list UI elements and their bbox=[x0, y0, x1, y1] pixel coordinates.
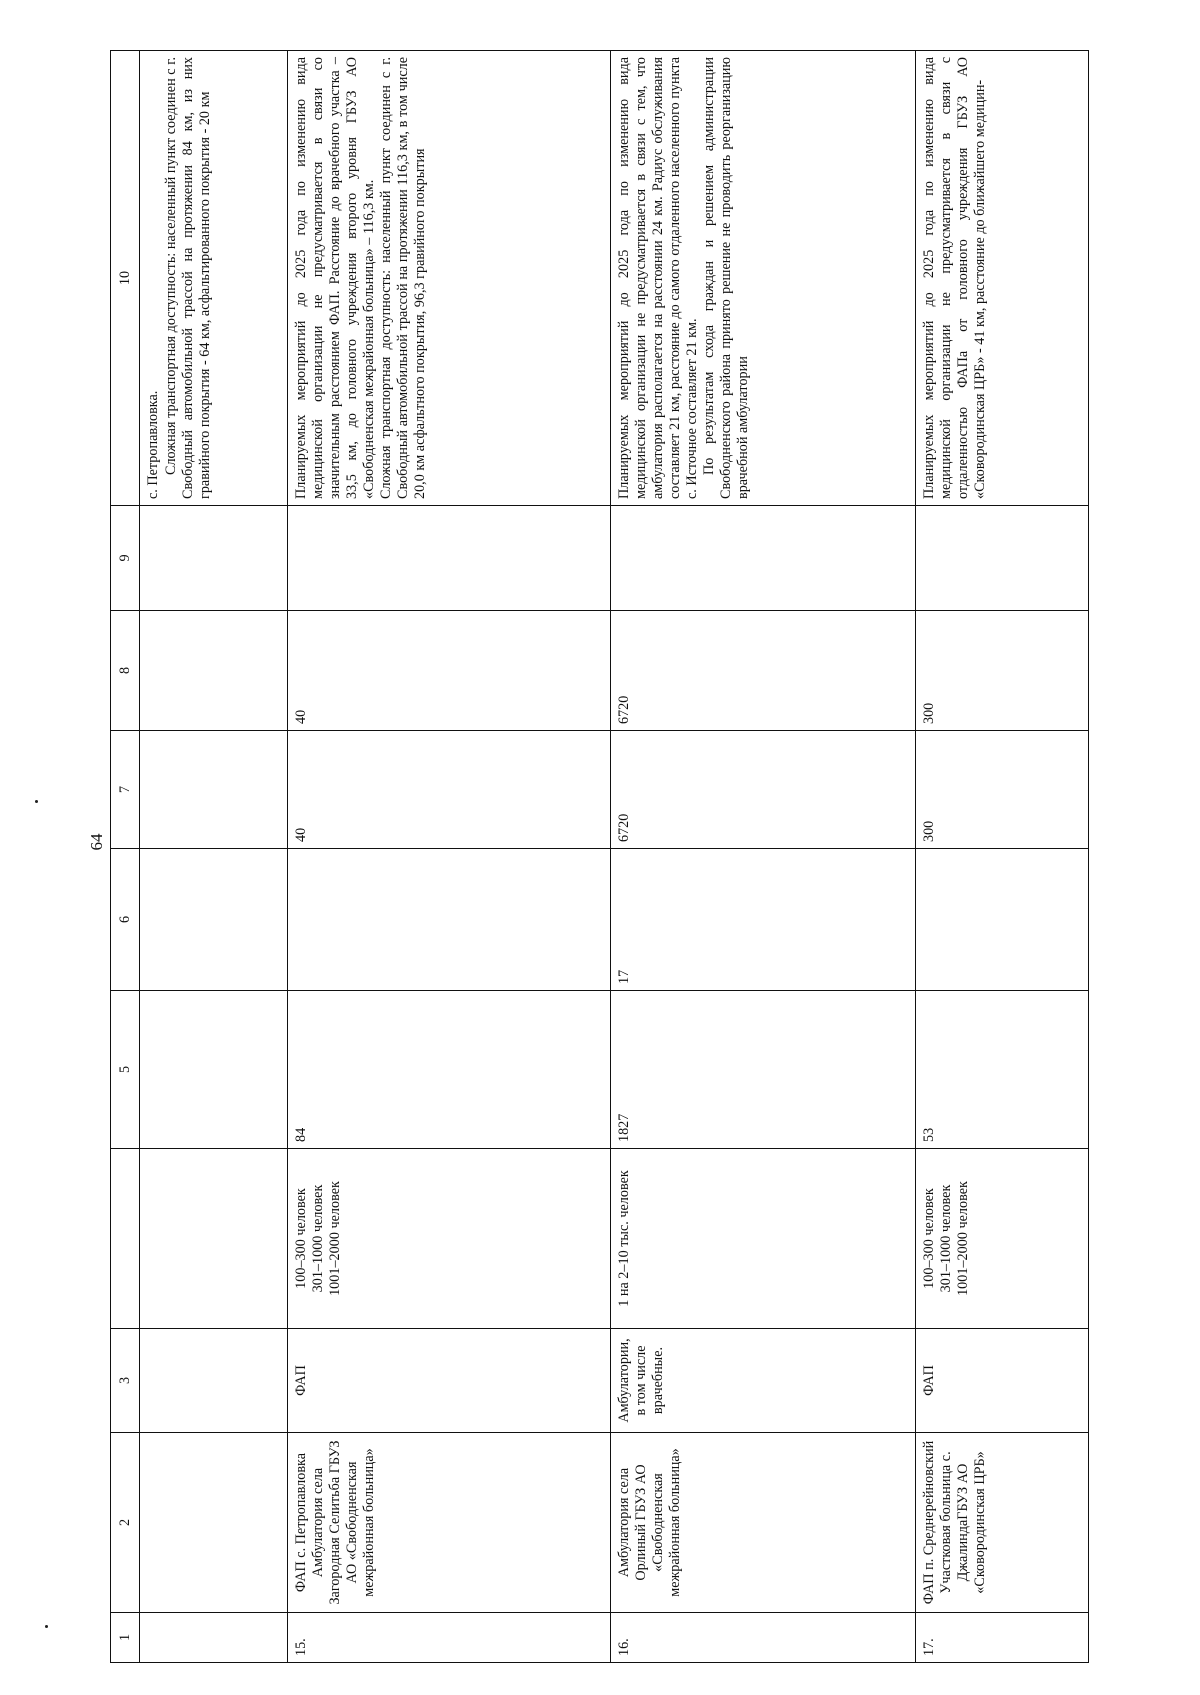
note-paragraph: Сложная транспортная доступность: населенный пункт соединен с г. Свободный автомобильной трассой на протяжении 116,3 км, в том числе 20,0 км асфальтного покрытия, 96,3 гравийного покрытия bbox=[378, 57, 429, 499]
note-cell bbox=[916, 51, 1089, 506]
facility-name: ФАП с. Петропавловка Амбулатория села Загородная Селитьба ГБУЗ АО «Свободненская межрайонная больница» bbox=[287, 1433, 610, 1613]
service-norm bbox=[140, 1149, 287, 1329]
facility-name: ФАП п. Среднерейновский Участковая больница с. ДжалиндаГБУЗ АО «Сковородинская ЦРБ» bbox=[916, 1433, 1089, 1613]
header-cell: 1 bbox=[111, 1613, 140, 1663]
col5-value bbox=[140, 991, 287, 1149]
col8-value bbox=[140, 611, 287, 731]
header-cell: 2 bbox=[111, 1433, 140, 1613]
col5-value: 53 bbox=[916, 991, 1089, 1149]
note-paragraph: Планируемых мероприятий до 2025 года по изменению вида медицинской организации не предусматривается в связи с тем, что амбулатория располагается на расстоянии 24 км. Радиус обслуживания составляет 21 км, расстояние до самого отдаленного населенного пункта с. Источное составляет 21 км. bbox=[616, 57, 701, 499]
page-number: 64 bbox=[87, 833, 106, 851]
facility-name: Амбулатория села Орлиный ГБУЗ АО «Свободненская межрайонная больница» bbox=[611, 1433, 916, 1613]
col7-value: 300 bbox=[916, 731, 1089, 849]
col9-value bbox=[140, 506, 287, 611]
note-paragraph: По результатам схода граждан и решением администрации Свободненского района принято решение не проводить реорганизацию врачебной амбулатории bbox=[701, 57, 752, 499]
rotated-page-content bbox=[110, 51, 1089, 1663]
row-number: 16. bbox=[611, 1613, 916, 1663]
col8-value: 300 bbox=[916, 611, 1089, 731]
header-row bbox=[111, 51, 140, 1663]
note-cell bbox=[140, 51, 287, 506]
service-norm: 100–300 человек 301–1000 человек 1001–2000 человек bbox=[916, 1149, 1089, 1329]
col7-value: 6720 bbox=[611, 731, 916, 849]
header-cell: 9 bbox=[111, 506, 140, 611]
service-norm: 100–300 человек 301–1000 человек 1001–2000 человек bbox=[287, 1149, 610, 1329]
header-cell: 5 bbox=[111, 991, 140, 1149]
header-cell: 7 bbox=[111, 731, 140, 849]
note-paragraph: Планируемых мероприятий до 2025 года по изменению вида медицинской организации не предусматривается в связи с отдаленностью ФАПа от головного учреждения ГБУЗ АО «Сковородинская ЦРБ» - 41 км, расстояние до ближайшего медицин- bbox=[921, 57, 989, 499]
header-cell: 10 bbox=[111, 51, 140, 506]
table-row bbox=[287, 51, 610, 1663]
col6-value bbox=[916, 849, 1089, 991]
col9-value bbox=[611, 506, 916, 611]
note-cell bbox=[287, 51, 610, 506]
facility-type bbox=[140, 1329, 287, 1433]
col5-value: 84 bbox=[287, 991, 610, 1149]
col9-value bbox=[916, 506, 1089, 611]
col8-value: 6720 bbox=[611, 611, 916, 731]
facility-type: ФАП bbox=[916, 1329, 1089, 1433]
col9-value bbox=[287, 506, 610, 611]
table-row bbox=[140, 51, 287, 1663]
scan-speck bbox=[45, 1625, 48, 1628]
header-cell: 6 bbox=[111, 849, 140, 991]
col8-value: 40 bbox=[287, 611, 610, 731]
note-paragraph: Планируемых мероприятий до 2025 года по изменению вида медицинской организации не предусматривается в связи со значительным расстоянием ФАП. Расстояние до врачебного участка – 33,5 км, до головного учреждения второго уровня ГБУЗ АО «Свободненская межрайонная больница» – 116,3 км. bbox=[292, 57, 377, 499]
facility-name bbox=[140, 1433, 287, 1613]
col7-value: 40 bbox=[287, 731, 610, 849]
col7-value bbox=[140, 731, 287, 849]
table-row bbox=[916, 51, 1089, 1663]
medical-facilities-table bbox=[110, 50, 1089, 1663]
facility-type: ФАП bbox=[287, 1329, 610, 1433]
table-row bbox=[611, 51, 916, 1663]
header-cell: 8 bbox=[111, 611, 140, 731]
service-norm: 1 на 2–10 тыс. человек bbox=[611, 1149, 916, 1329]
header-cell bbox=[111, 1149, 140, 1329]
note-paragraph: с. Петропавловка. bbox=[145, 390, 162, 499]
col6-value: 17 bbox=[611, 849, 916, 991]
col6-value bbox=[287, 849, 610, 991]
facility-type: Амбулатории, в том числе врачебные. bbox=[611, 1329, 916, 1433]
row-number: 15. bbox=[287, 1613, 610, 1663]
header-cell: 3 bbox=[111, 1329, 140, 1433]
row-number: 17. bbox=[916, 1613, 1089, 1663]
col5-value: 1827 bbox=[611, 991, 916, 1149]
row-number bbox=[140, 1613, 287, 1663]
col6-value bbox=[140, 849, 287, 991]
scan-speck bbox=[35, 800, 38, 803]
note-cell bbox=[611, 51, 916, 506]
note-paragraph: Сложная транспортная доступность: населенный пункт соединен с г. Свободный автомобильной трассой на протяжении 84 км, из них гравийного покрытия - 64 км, асфальтированного покрытия - 20 км bbox=[162, 57, 213, 499]
